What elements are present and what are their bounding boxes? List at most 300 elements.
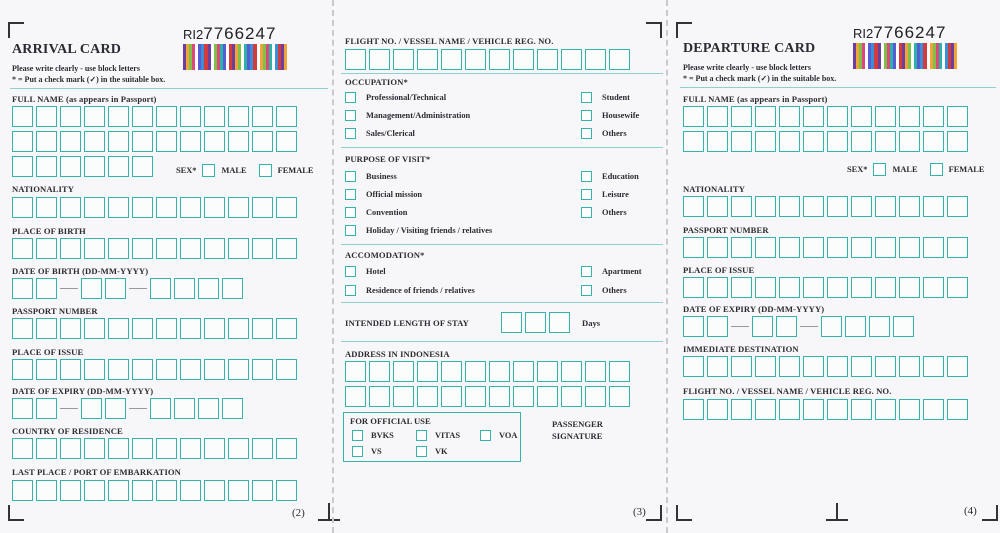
entry-box[interactable] <box>108 480 129 501</box>
entry-box[interactable] <box>731 237 752 258</box>
entry-box[interactable] <box>36 318 57 339</box>
entry-box[interactable] <box>441 386 462 407</box>
entry-box[interactable] <box>132 131 153 152</box>
entry-box[interactable] <box>12 238 33 259</box>
entry-box[interactable] <box>851 356 872 377</box>
country-of-residence-boxes[interactable] <box>12 438 297 459</box>
entry-box[interactable] <box>827 277 848 298</box>
entry-box[interactable] <box>731 196 752 217</box>
entry-box[interactable] <box>204 106 225 127</box>
entry-box[interactable] <box>252 197 273 218</box>
entry-box[interactable] <box>276 318 297 339</box>
entry-box[interactable] <box>851 399 872 420</box>
entry-box[interactable] <box>731 399 752 420</box>
entry-box[interactable] <box>803 356 824 377</box>
option-checkbox[interactable] <box>345 171 356 182</box>
entry-box[interactable] <box>755 131 776 152</box>
entry-box[interactable] <box>585 361 606 382</box>
entry-box[interactable] <box>489 49 510 70</box>
date-of-expiry-boxes[interactable] <box>12 398 243 419</box>
entry-box[interactable] <box>228 238 249 259</box>
entry-box[interactable] <box>132 318 153 339</box>
entry-box[interactable] <box>947 356 968 377</box>
entry-box[interactable] <box>108 359 129 380</box>
entry-box[interactable] <box>779 131 800 152</box>
entry-box[interactable] <box>851 196 872 217</box>
entry-box[interactable] <box>252 131 273 152</box>
entry-box[interactable] <box>513 49 534 70</box>
entry-box[interactable] <box>60 318 81 339</box>
full-name-boxes-2[interactable] <box>683 131 968 152</box>
entry-box[interactable] <box>276 131 297 152</box>
entry-box[interactable] <box>465 361 486 382</box>
place-of-issue-boxes[interactable] <box>12 359 297 380</box>
entry-box[interactable] <box>36 131 57 152</box>
entry-box[interactable] <box>755 399 776 420</box>
entry-box[interactable] <box>923 237 944 258</box>
vk-label: VK <box>435 447 448 456</box>
entry-box[interactable] <box>252 359 273 380</box>
entry-box[interactable] <box>180 131 201 152</box>
entry-box[interactable] <box>779 237 800 258</box>
option-checkbox[interactable] <box>345 207 356 218</box>
entry-box[interactable] <box>827 399 848 420</box>
entry-box[interactable] <box>12 318 33 339</box>
date-digit-box[interactable] <box>821 316 842 337</box>
entry-box[interactable] <box>60 480 81 501</box>
entry-box[interactable] <box>755 237 776 258</box>
entry-box[interactable] <box>947 237 968 258</box>
entry-box[interactable] <box>204 131 225 152</box>
entry-box[interactable] <box>441 361 462 382</box>
entry-box[interactable] <box>228 359 249 380</box>
date-digit-box[interactable] <box>683 316 704 337</box>
entry-box[interactable] <box>947 106 968 127</box>
option-checkbox[interactable] <box>581 110 592 121</box>
entry-box[interactable] <box>36 197 57 218</box>
passport-number-boxes[interactable] <box>683 237 968 258</box>
entry-box[interactable] <box>108 197 129 218</box>
entry-box[interactable] <box>204 359 225 380</box>
date-digit-box[interactable] <box>36 398 57 419</box>
passport-number-boxes[interactable] <box>12 318 297 339</box>
entry-box[interactable] <box>549 312 570 333</box>
entry-box[interactable] <box>204 197 225 218</box>
entry-box[interactable] <box>180 359 201 380</box>
entry-box[interactable] <box>228 438 249 459</box>
entry-box[interactable] <box>156 438 177 459</box>
entry-box[interactable] <box>683 106 704 127</box>
entry-box[interactable] <box>417 386 438 407</box>
entry-box[interactable] <box>156 359 177 380</box>
date-digit-box[interactable] <box>150 278 171 299</box>
entry-box[interactable] <box>875 106 896 127</box>
entry-box[interactable] <box>252 480 273 501</box>
option-checkbox[interactable] <box>345 266 356 277</box>
entry-box[interactable] <box>875 356 896 377</box>
date-digit-box[interactable] <box>105 398 126 419</box>
entry-box[interactable] <box>12 438 33 459</box>
entry-box[interactable] <box>84 359 105 380</box>
entry-box[interactable] <box>899 399 920 420</box>
entry-box[interactable] <box>683 237 704 258</box>
entry-box[interactable] <box>489 361 510 382</box>
entry-box[interactable] <box>180 438 201 459</box>
entry-box[interactable] <box>132 359 153 380</box>
full-name-boxes-1[interactable] <box>683 106 968 127</box>
entry-box[interactable] <box>345 49 366 70</box>
date-of-birth-boxes[interactable] <box>12 278 243 299</box>
entry-box[interactable] <box>923 106 944 127</box>
entry-box[interactable] <box>156 480 177 501</box>
entry-box[interactable] <box>60 106 81 127</box>
entry-box[interactable] <box>803 131 824 152</box>
date-digit-box[interactable] <box>12 398 33 419</box>
entry-box[interactable] <box>156 238 177 259</box>
entry-box[interactable] <box>132 197 153 218</box>
date-digit-box[interactable] <box>776 316 797 337</box>
entry-box[interactable] <box>36 438 57 459</box>
entry-box[interactable] <box>132 438 153 459</box>
entry-box[interactable] <box>228 131 249 152</box>
entry-box[interactable] <box>899 356 920 377</box>
entry-box[interactable] <box>779 106 800 127</box>
entry-box[interactable] <box>60 197 81 218</box>
entry-box[interactable] <box>803 106 824 127</box>
entry-box[interactable] <box>369 361 390 382</box>
entry-box[interactable] <box>441 49 462 70</box>
entry-box[interactable] <box>108 131 129 152</box>
date-digit-box[interactable] <box>222 278 243 299</box>
entry-box[interactable] <box>683 399 704 420</box>
entry-box[interactable] <box>899 131 920 152</box>
entry-box[interactable] <box>899 237 920 258</box>
entry-box[interactable] <box>84 238 105 259</box>
date-digit-box[interactable] <box>845 316 866 337</box>
entry-box[interactable] <box>537 361 558 382</box>
female-checkbox[interactable] <box>930 163 943 176</box>
entry-box[interactable] <box>84 197 105 218</box>
entry-box[interactable] <box>827 196 848 217</box>
entry-box[interactable] <box>947 196 968 217</box>
entry-box[interactable] <box>899 277 920 298</box>
entry-box[interactable] <box>156 106 177 127</box>
entry-box[interactable] <box>803 237 824 258</box>
entry-box[interactable] <box>84 156 105 177</box>
entry-box[interactable] <box>561 386 582 407</box>
address-boxes-1[interactable] <box>345 361 630 382</box>
entry-box[interactable] <box>108 318 129 339</box>
entry-box[interactable] <box>923 131 944 152</box>
date-of-expiry-boxes[interactable] <box>683 316 914 337</box>
entry-box[interactable] <box>827 131 848 152</box>
entry-box[interactable] <box>875 277 896 298</box>
entry-box[interactable] <box>393 361 414 382</box>
entry-box[interactable] <box>755 106 776 127</box>
entry-box[interactable] <box>345 361 366 382</box>
entry-box[interactable] <box>108 438 129 459</box>
entry-box[interactable] <box>12 480 33 501</box>
entry-box[interactable] <box>851 106 872 127</box>
entry-box[interactable] <box>875 399 896 420</box>
entry-box[interactable] <box>393 386 414 407</box>
entry-box[interactable] <box>947 277 968 298</box>
option-checkbox[interactable] <box>345 189 356 200</box>
entry-box[interactable] <box>60 156 81 177</box>
entry-box[interactable] <box>180 318 201 339</box>
entry-box[interactable] <box>369 386 390 407</box>
date-digit-box[interactable] <box>105 278 126 299</box>
entry-box[interactable] <box>803 277 824 298</box>
entry-box[interactable] <box>393 49 414 70</box>
option-checkbox[interactable] <box>345 92 356 103</box>
entry-box[interactable] <box>501 312 522 333</box>
entry-box[interactable] <box>108 106 129 127</box>
entry-box[interactable] <box>731 131 752 152</box>
option-checkbox[interactable] <box>581 266 592 277</box>
entry-box[interactable] <box>585 386 606 407</box>
entry-box[interactable] <box>947 399 968 420</box>
entry-box[interactable] <box>537 386 558 407</box>
entry-box[interactable] <box>609 49 630 70</box>
date-digit-box[interactable] <box>198 278 219 299</box>
entry-box[interactable] <box>252 438 273 459</box>
entry-box[interactable] <box>827 237 848 258</box>
entry-box[interactable] <box>707 196 728 217</box>
date-digit-box[interactable] <box>752 316 773 337</box>
entry-box[interactable] <box>875 131 896 152</box>
option-checkbox[interactable] <box>345 110 356 121</box>
entry-box[interactable] <box>36 238 57 259</box>
full-name-boxes-2[interactable] <box>12 131 297 152</box>
date-digit-box[interactable] <box>893 316 914 337</box>
entry-box[interactable] <box>851 237 872 258</box>
entry-box[interactable] <box>875 196 896 217</box>
entry-box[interactable] <box>513 386 534 407</box>
place-of-issue-boxes[interactable] <box>683 277 968 298</box>
entry-box[interactable] <box>369 49 390 70</box>
entry-box[interactable] <box>899 106 920 127</box>
entry-box[interactable] <box>683 277 704 298</box>
entry-box[interactable] <box>84 438 105 459</box>
entry-box[interactable] <box>132 480 153 501</box>
vitas-checkbox[interactable] <box>416 430 427 441</box>
entry-box[interactable] <box>561 361 582 382</box>
voa-checkbox[interactable] <box>480 430 491 441</box>
option-checkbox[interactable] <box>581 128 592 139</box>
entry-box[interactable] <box>12 197 33 218</box>
entry-box[interactable] <box>923 356 944 377</box>
flight-number-boxes[interactable] <box>345 49 630 70</box>
entry-box[interactable] <box>489 386 510 407</box>
entry-box[interactable] <box>851 277 872 298</box>
entry-box[interactable] <box>683 356 704 377</box>
entry-box[interactable] <box>755 277 776 298</box>
entry-box[interactable] <box>561 49 582 70</box>
entry-box[interactable] <box>947 131 968 152</box>
place-of-birth-boxes[interactable] <box>12 238 297 259</box>
entry-box[interactable] <box>851 131 872 152</box>
entry-box[interactable] <box>60 359 81 380</box>
entry-box[interactable] <box>252 238 273 259</box>
nationality-boxes[interactable] <box>683 196 968 217</box>
entry-box[interactable] <box>276 359 297 380</box>
entry-box[interactable] <box>132 238 153 259</box>
entry-box[interactable] <box>132 156 153 177</box>
bvks-checkbox[interactable] <box>352 430 363 441</box>
vs-checkbox[interactable] <box>352 446 363 457</box>
entry-box[interactable] <box>12 359 33 380</box>
date-digit-box[interactable] <box>707 316 728 337</box>
option-checkbox[interactable] <box>345 128 356 139</box>
date-digit-box[interactable] <box>12 278 33 299</box>
entry-box[interactable] <box>731 356 752 377</box>
entry-box[interactable] <box>609 386 630 407</box>
male-checkbox[interactable] <box>873 163 886 176</box>
entry-box[interactable] <box>731 277 752 298</box>
entry-box[interactable] <box>803 196 824 217</box>
entry-box[interactable] <box>731 106 752 127</box>
entry-box[interactable] <box>683 131 704 152</box>
date-digit-box[interactable] <box>81 278 102 299</box>
entry-box[interactable] <box>923 277 944 298</box>
entry-box[interactable] <box>345 386 366 407</box>
length-of-stay-boxes[interactable] <box>501 312 570 333</box>
date-digit-box[interactable] <box>81 398 102 419</box>
date-digit-box[interactable] <box>869 316 890 337</box>
entry-box[interactable] <box>276 480 297 501</box>
entry-box[interactable] <box>779 399 800 420</box>
male-checkbox[interactable] <box>202 164 215 177</box>
entry-box[interactable] <box>156 197 177 218</box>
entry-box[interactable] <box>465 49 486 70</box>
entry-box[interactable] <box>513 361 534 382</box>
entry-box[interactable] <box>204 480 225 501</box>
option-checkbox[interactable] <box>581 285 592 296</box>
entry-box[interactable] <box>803 399 824 420</box>
entry-box[interactable] <box>84 480 105 501</box>
date-digit-box[interactable] <box>198 398 219 419</box>
entry-box[interactable] <box>228 197 249 218</box>
nationality-boxes[interactable] <box>12 197 297 218</box>
entry-box[interactable] <box>875 237 896 258</box>
entry-box[interactable] <box>417 49 438 70</box>
entry-box[interactable] <box>84 106 105 127</box>
entry-box[interactable] <box>180 238 201 259</box>
entry-box[interactable] <box>12 106 33 127</box>
entry-box[interactable] <box>276 197 297 218</box>
entry-box[interactable] <box>156 318 177 339</box>
entry-box[interactable] <box>827 356 848 377</box>
entry-box[interactable] <box>609 361 630 382</box>
entry-box[interactable] <box>60 238 81 259</box>
date-digit-box[interactable] <box>174 278 195 299</box>
female-checkbox[interactable] <box>259 164 272 177</box>
entry-box[interactable] <box>585 49 606 70</box>
entry-box[interactable] <box>465 386 486 407</box>
entry-box[interactable] <box>180 106 201 127</box>
entry-box[interactable] <box>707 237 728 258</box>
entry-box[interactable] <box>923 399 944 420</box>
entry-box[interactable] <box>252 318 273 339</box>
last-place-boxes[interactable] <box>12 480 297 501</box>
entry-box[interactable] <box>779 356 800 377</box>
entry-box[interactable] <box>60 131 81 152</box>
entry-box[interactable] <box>36 106 57 127</box>
entry-box[interactable] <box>60 438 81 459</box>
entry-box[interactable] <box>228 106 249 127</box>
entry-box[interactable] <box>12 156 33 177</box>
entry-box[interactable] <box>899 196 920 217</box>
option-checkbox[interactable] <box>345 225 356 236</box>
entry-box[interactable] <box>204 318 225 339</box>
flight-number-boxes[interactable] <box>683 399 968 420</box>
entry-box[interactable] <box>12 131 33 152</box>
entry-box[interactable] <box>204 438 225 459</box>
date-digit-box[interactable] <box>222 398 243 419</box>
entry-box[interactable] <box>707 277 728 298</box>
entry-box[interactable] <box>228 318 249 339</box>
entry-box[interactable] <box>156 131 177 152</box>
date-digit-box[interactable] <box>150 398 171 419</box>
entry-box[interactable] <box>204 238 225 259</box>
full-name-boxes-3[interactable] <box>12 156 153 177</box>
entry-box[interactable] <box>276 106 297 127</box>
entry-box[interactable] <box>108 238 129 259</box>
entry-box[interactable] <box>827 106 848 127</box>
entry-box[interactable] <box>276 238 297 259</box>
entry-box[interactable] <box>84 131 105 152</box>
date-digit-box[interactable] <box>174 398 195 419</box>
entry-box[interactable] <box>84 318 105 339</box>
entry-box[interactable] <box>779 196 800 217</box>
entry-box[interactable] <box>707 399 728 420</box>
entry-box[interactable] <box>923 196 944 217</box>
entry-box[interactable] <box>180 480 201 501</box>
entry-box[interactable] <box>36 359 57 380</box>
option-checkbox[interactable] <box>345 285 356 296</box>
sex-selector <box>847 163 984 176</box>
entry-box[interactable] <box>108 156 129 177</box>
option-checkbox[interactable] <box>581 207 592 218</box>
full-name-boxes-1[interactable] <box>12 106 297 127</box>
entry-box[interactable] <box>755 356 776 377</box>
entry-box[interactable] <box>252 106 273 127</box>
entry-box[interactable] <box>417 361 438 382</box>
entry-box[interactable] <box>228 480 249 501</box>
address-boxes-2[interactable] <box>345 386 630 407</box>
entry-box[interactable] <box>36 480 57 501</box>
entry-box[interactable] <box>276 438 297 459</box>
entry-box[interactable] <box>779 277 800 298</box>
entry-box[interactable] <box>755 196 776 217</box>
entry-box[interactable] <box>537 49 558 70</box>
option-checkbox[interactable] <box>581 189 592 200</box>
entry-box[interactable] <box>180 197 201 218</box>
entry-box[interactable] <box>707 106 728 127</box>
option-checkbox[interactable] <box>581 171 592 182</box>
vk-checkbox[interactable] <box>416 446 427 457</box>
date-digit-box[interactable] <box>36 278 57 299</box>
entry-box[interactable] <box>707 356 728 377</box>
entry-box[interactable] <box>36 156 57 177</box>
entry-box[interactable] <box>525 312 546 333</box>
entry-box[interactable] <box>707 131 728 152</box>
entry-box[interactable] <box>683 196 704 217</box>
option-checkbox[interactable] <box>581 92 592 103</box>
immediate-destination-boxes[interactable] <box>683 356 968 377</box>
entry-box[interactable] <box>132 106 153 127</box>
